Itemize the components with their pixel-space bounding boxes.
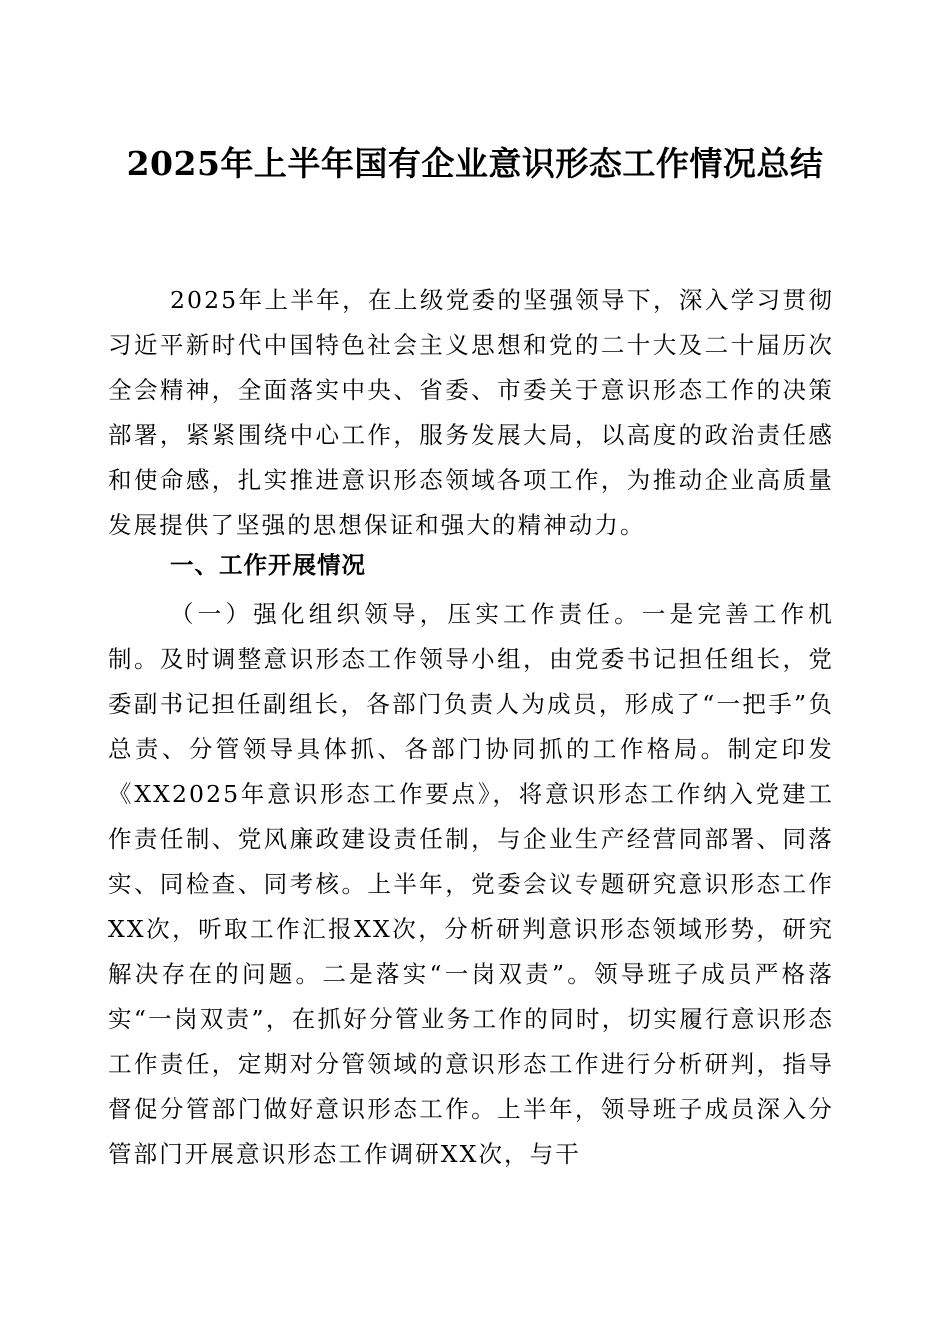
section-heading-work-progress: 一、工作开展情况 [170,551,366,579]
section-1-paragraph: （一）强化组织领导，压实工作责任。一是完善工作机制。及时调整意识形态工作领导小组，由党委书记担任组长，党委副书记担任副组长，各部门负责人为成员，形成了“一把手”负总责、分管领导具体抓、各部门协同抓的工作格局。制定印发《XX2025年意识形态工作要点》，将意识形态工作纳入党建工作责任制、党风廉政建设责任制，与企业生产经营同部署、同落实、同检查、同考核。上半年，党委会议专题研究意识形态工作XX次，听取工作汇报XX次，分析研判意识形态领域形势，研究解决存在的问题。二是落实“一岗双责”。领导班子成员严格落实“一岗双责”，在抓好分管业务工作的同时，切实履行意识形态工作责任，定期对分管领域的意识形态工作进行分析研判，指导督促分管部门做好意识形态工作。上半年，领导班子成员深入分管部门开展意识形态工作调研XX次，与干 [108,600,834,1168]
intro-paragraph: 2025年上半年，在上级党委的坚强领导下，深入学习贯彻习近平新时代中国特色社会主义思想和党的二十大及二十届历次全会精神，全面落实中央、省委、市委关于意识形态工作的决策部署，紧紧围绕中心工作，服务发展大局，以高度的政治责任感和使命感，扎实推进意识形态领域各项工作，为推动企业高质量发展提供了坚强的思想保证和强大的精神动力。 [108,286,834,539]
document-title: 2025年上半年国有企业意识形态工作情况总结 [126,144,824,183]
